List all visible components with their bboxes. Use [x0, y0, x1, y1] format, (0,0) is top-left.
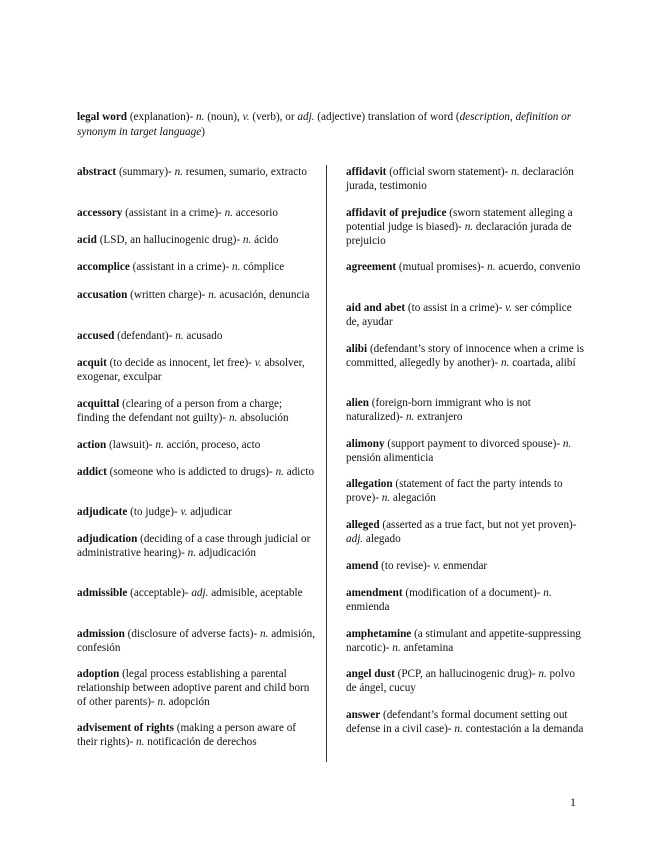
entry-part-of-speech: n.	[392, 642, 401, 654]
entry-explanation: (LSD, an hallucinogenic drug)-	[96, 234, 243, 246]
entry-explanation: (someone who is addicted to drugs)-	[106, 466, 276, 478]
entry-translation: pensión alimenticia	[346, 452, 434, 464]
entry-term: alibi	[346, 343, 368, 355]
entry-translation: adjudicación	[195, 547, 256, 559]
entry-term: action	[77, 439, 107, 451]
entry-part-of-speech: adj.	[191, 587, 209, 599]
glossary-entry	[346, 518, 586, 546]
legend-description: description, definition or synonym in target language	[77, 111, 572, 138]
entry-translation: enmendar	[440, 560, 488, 572]
entry-term: addict	[77, 466, 107, 478]
entry-part-of-speech: v.	[180, 506, 188, 518]
entry-translation: acción, proceso, acto	[163, 439, 261, 451]
glossary-entry	[77, 505, 317, 519]
entry-translation: notificación de derechos	[144, 736, 257, 748]
entry-explanation: (PCP, an hallucinogenic drug)-	[394, 668, 539, 680]
entry-part-of-speech: adj.	[346, 533, 364, 545]
glossary-entry	[77, 233, 317, 247]
entry-term: answer	[346, 709, 381, 721]
glossary-entry	[346, 559, 586, 573]
glossary-entry	[346, 437, 586, 465]
entry-translation: adjudicar	[187, 506, 232, 518]
entry-term: admission	[77, 628, 125, 640]
entry-part-of-speech: n.	[405, 411, 415, 423]
entry-translation: admisión, confesión	[77, 628, 316, 654]
legend-text-4: (adjective) translation of word (	[314, 111, 460, 123]
entry-explanation: (mutual promises)-	[396, 261, 488, 273]
entry-part-of-speech: n.	[275, 466, 284, 478]
entry-translation: admisible, aceptable	[208, 587, 303, 599]
glossary-entry	[346, 708, 586, 736]
glossary-entry	[346, 206, 586, 248]
glossary-entry	[77, 667, 317, 709]
glossary-entry	[346, 667, 586, 695]
entry-term: accomplice	[77, 261, 130, 273]
entry-translation: resumen, sumario, extracto	[182, 166, 307, 178]
glossary-entry	[77, 288, 317, 302]
entry-explanation: (deciding of a case through judicial or administrative hearing)-	[77, 533, 311, 559]
entry-translation: ser cómplice de, ayudar	[346, 302, 572, 328]
entry-term: angel dust	[346, 668, 395, 680]
entry-term: adoption	[77, 668, 120, 680]
entry-translation: acusación, denuncia	[216, 289, 310, 301]
glossary-entry	[346, 477, 586, 505]
entry-term: alimony	[346, 438, 385, 450]
glossary-entry	[346, 165, 586, 193]
entry-translation: adopción	[165, 696, 210, 708]
column-divider	[326, 165, 327, 762]
entry-translation: extranjero	[414, 411, 463, 423]
legend-verb-abbrev: v.	[242, 111, 250, 123]
entry-term: advisement of rights	[77, 722, 174, 734]
entry-explanation: (assistant in a crime)-	[122, 207, 225, 219]
glossary-entry	[77, 356, 317, 384]
entry-term: affidavit	[346, 166, 387, 178]
entry-term: adjudicate	[77, 506, 128, 518]
entry-explanation: (to assist in a crime)-	[405, 302, 506, 314]
entry-part-of-speech: n.	[175, 330, 184, 342]
glossary-entry	[77, 721, 317, 749]
legend-noun-abbrev: n.	[196, 111, 205, 123]
entry-part-of-speech: n.	[562, 438, 572, 450]
entry-explanation: (support payment to divorced spouse)-	[384, 438, 563, 450]
entry-explanation: (lawsuit)-	[106, 439, 156, 451]
entry-part-of-speech: n.	[208, 289, 217, 301]
entry-term: affidavit of prejudice	[346, 207, 447, 219]
entry-part-of-speech: n.	[155, 439, 164, 451]
entry-part-of-speech: n.	[501, 357, 510, 369]
entry-term: alleged	[346, 519, 380, 531]
entry-part-of-speech: n.	[136, 736, 145, 748]
entry-explanation: (official sworn statement)-	[386, 166, 512, 178]
entry-term: amendment	[346, 587, 403, 599]
legend-adj-abbrev: adj.	[297, 111, 315, 123]
glossary-entry	[346, 627, 586, 655]
glossary-entry	[77, 465, 317, 479]
legend-text-3: (verb), or	[249, 111, 298, 123]
legend-text-5: )	[201, 126, 205, 138]
glossary-entry	[77, 165, 317, 179]
legend-text-1: (explanation)-	[127, 111, 196, 123]
entry-term: acid	[77, 234, 97, 246]
entry-explanation: (making a person aware of their rights)-	[77, 722, 297, 748]
entry-translation: enmienda	[346, 601, 390, 613]
entry-term: acquit	[77, 357, 107, 369]
entry-explanation: (legal process establishing a parental relationship between adoptive parent and child born of other parents)-	[77, 668, 310, 708]
entry-term: alien	[346, 397, 369, 409]
entry-explanation: (to judge)-	[127, 506, 181, 518]
entry-explanation: (to decide as innocent, let free)-	[106, 357, 255, 369]
entry-part-of-speech: n.	[187, 547, 196, 559]
entry-term: abstract	[77, 166, 117, 178]
entry-term: amphetamine	[346, 628, 412, 640]
glossary-entry	[77, 329, 317, 343]
entry-term: accused	[77, 330, 115, 342]
entry-explanation: (assistant in a crime)-	[129, 261, 233, 273]
glossary-entry	[346, 586, 586, 614]
glossary-entry	[346, 396, 586, 424]
entry-explanation: (clearing of a person from a charge; finding the defendant not guilty)-	[77, 398, 283, 424]
entry-translation: coartada, alibí	[509, 357, 576, 369]
entry-explanation: (disclosure of adverse facts)-	[124, 628, 260, 640]
entry-translation: anfetamina	[400, 642, 454, 654]
entry-part-of-speech: n.	[242, 234, 252, 246]
glossary-entry	[346, 301, 586, 329]
entry-translation: acusado	[183, 330, 223, 342]
entry-part-of-speech: n.	[538, 668, 547, 680]
entry-part-of-speech: v.	[505, 302, 513, 314]
entry-translation: declaración jurada de prejuicio	[346, 221, 572, 247]
entry-translation: acuerdo, convenio	[495, 261, 581, 273]
page-number: 1	[570, 795, 576, 809]
entry-part-of-speech: n.	[224, 207, 233, 219]
entry-translation: ácido	[251, 234, 279, 246]
entry-translation: accesorio	[232, 207, 279, 219]
entry-term: aid and abet	[346, 302, 406, 314]
entry-translation: alegado	[363, 533, 401, 545]
entry-translation: absolver, exogenar, exculpar	[77, 357, 305, 383]
entry-part-of-speech: n.	[381, 492, 391, 504]
entry-translation: polvo de ángel, cucuy	[346, 668, 576, 694]
glossary-entry	[77, 438, 317, 452]
entry-part-of-speech: v.	[433, 560, 441, 572]
glossary-entry	[77, 260, 317, 274]
entry-translation: declaración jurada, testimonio	[346, 166, 574, 192]
entry-term: allegation	[346, 478, 393, 490]
entry-part-of-speech: n.	[487, 261, 496, 273]
glossary-entry	[77, 627, 317, 655]
entry-term: accessory	[77, 207, 123, 219]
entry-explanation: (summary)-	[116, 166, 175, 178]
entry-term: agreement	[346, 261, 397, 273]
glossary-entry	[77, 586, 317, 600]
entry-translation: cómplice	[240, 261, 285, 273]
entry-part-of-speech: n.	[260, 628, 269, 640]
entry-explanation: (asserted as a true fact, but not yet proven)-	[379, 519, 577, 531]
legend-line	[77, 110, 577, 140]
entry-part-of-speech: n.	[157, 696, 166, 708]
entry-term: adjudication	[77, 533, 138, 545]
entry-term: admissible	[77, 587, 128, 599]
entry-explanation: (a stimulant and appetite-suppressing narcotic)-	[346, 628, 581, 654]
glossary-entry	[77, 397, 317, 425]
legend-term: legal word	[77, 111, 128, 123]
entry-explanation: (statement of fact the party intends to prove)-	[346, 478, 563, 504]
glossary-entry	[346, 342, 586, 370]
entry-term: amend	[346, 560, 379, 572]
entry-translation: alegación	[390, 492, 436, 504]
glossary-entry	[77, 206, 317, 220]
entry-part-of-speech: n.	[464, 221, 474, 233]
entry-part-of-speech: n.	[174, 166, 183, 178]
entry-part-of-speech: n.	[232, 261, 241, 273]
glossary-entry	[77, 532, 317, 560]
entry-explanation: (to revise)-	[378, 560, 434, 572]
entry-explanation: (written charge)-	[127, 289, 209, 301]
entry-part-of-speech: n.	[454, 723, 463, 735]
entry-translation: absolución	[237, 412, 289, 424]
entry-explanation: (defendant)-	[114, 330, 176, 342]
entry-explanation: (acceptable)-	[127, 587, 192, 599]
legend-text-2: (noun),	[204, 111, 243, 123]
entry-explanation: (foreign-born immigrant who is not naturalized)-	[346, 397, 531, 423]
entry-explanation: (modification of a document)-	[402, 587, 544, 599]
entry-explanation: (defendant’s formal document setting out defense in a civil case)-	[346, 709, 568, 735]
entry-part-of-speech: n.	[511, 166, 520, 178]
glossary-entry	[346, 260, 586, 274]
entry-part-of-speech: n.	[228, 412, 238, 424]
entry-explanation: (defendant’s story of innocence when a crime is committed, allegedly by another)-	[346, 343, 584, 369]
entry-explanation: (sworn statement alleging a potential judge is biased)-	[346, 207, 573, 233]
entry-translation: contestación a la demanda	[462, 723, 584, 735]
entry-part-of-speech: n.	[543, 587, 552, 599]
entry-part-of-speech: v.	[254, 357, 262, 369]
entry-translation: adicto	[283, 466, 315, 478]
entry-term: acquittal	[77, 398, 120, 410]
entry-term: accusation	[77, 289, 128, 301]
